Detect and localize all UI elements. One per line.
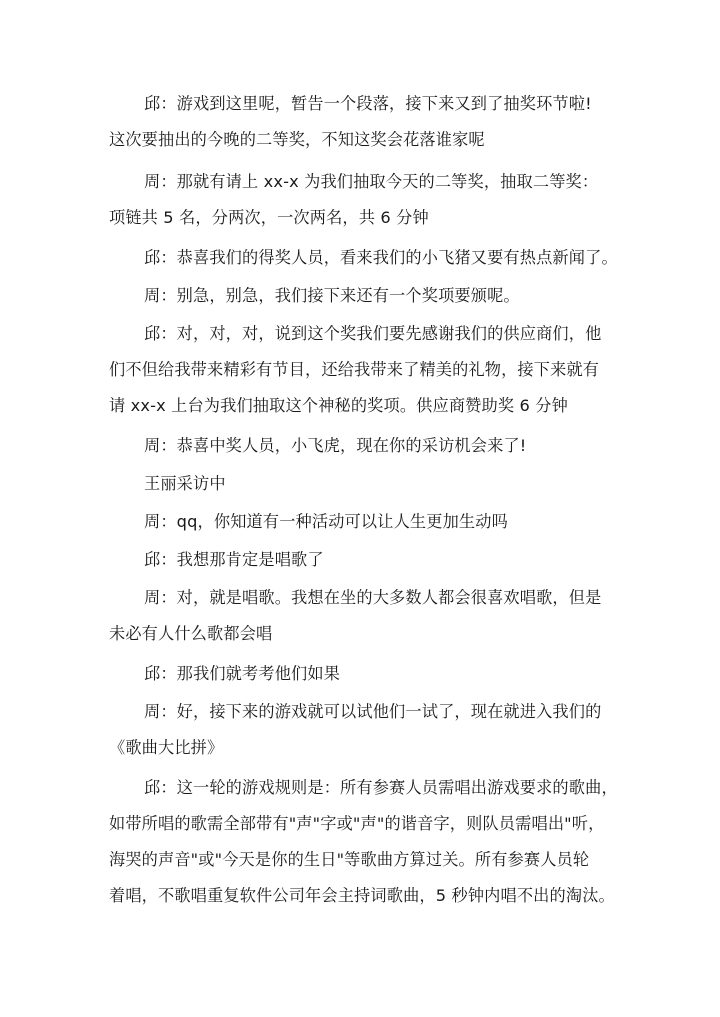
paragraph-7 — [0, 466, 720, 502]
text-line: 周：qq，你知道有一种活动可以让人生更加生动吗 — [144, 512, 508, 531]
text-line: 项链共 5 名，分两次，一次两名，共 6 分钟 — [109, 208, 429, 227]
text-line: 们不但给我带来精彩有节目，还给我带来了精美的礼物，接下来就有 — [109, 360, 600, 379]
text-line: 这次要抽出的今晚的二等奖，不知这奖会花落谁家呢 — [109, 130, 485, 149]
paragraph-9 — [0, 542, 720, 578]
paragraph-11 — [0, 656, 720, 692]
text-line: 周：别急，别急，我们接下来还有一个奖项要颁呢。 — [144, 286, 520, 305]
paragraph-13 — [0, 770, 720, 914]
paragraph-12 — [0, 694, 720, 766]
paragraph-1 — [0, 86, 720, 158]
paragraph-3 — [0, 240, 720, 276]
text-line: 周：好，接下来的游戏就可以试他们一试了，现在就进入我们的 — [144, 702, 602, 721]
paragraph-2 — [0, 164, 720, 236]
paragraph-5 — [0, 316, 720, 424]
text-line: 邱：恭喜我们的得奖人员，看来我们的小飞猪又要有热点新闻了。 — [144, 248, 618, 267]
text-line: 周：恭喜中奖人员，小飞虎，现在你的采访机会来了! — [144, 436, 527, 455]
text-line: 周：那就有请上 xx-x 为我们抽取今天的二等奖，抽取二等奖： — [144, 172, 599, 191]
text-line: 邱：这一轮的游戏规则是：所有参赛人员需唱出游戏要求的歌曲， — [144, 778, 618, 797]
text-line: 未必有人什么歌都会唱 — [109, 624, 273, 643]
paragraph-10 — [0, 580, 720, 652]
text-line: 《歌曲大比拼》 — [109, 738, 224, 757]
text-line: 邱：对，对，对，说到这个奖我们要先感谢我们的供应商们，他 — [144, 324, 602, 343]
paragraph-6 — [0, 428, 720, 464]
text-line: 邱：游戏到这里呢，暂告一个段落，接下来又到了抽奖环节啦! — [144, 94, 592, 113]
text-line: 王丽采访中 — [144, 474, 226, 493]
text-line: 请 xx-x 上台为我们抽取这个神秘的奖项。供应商赞助奖 6 分钟 — [109, 396, 568, 415]
paragraph-8 — [0, 504, 720, 540]
text-line: 邱：那我们就考考他们如果 — [144, 664, 341, 683]
text-line: 邱：我想那肯定是唱歌了 — [144, 550, 324, 569]
text-line: 如带所唱的歌需全部带有"声"字或"声"的谐音字，则队员需唱出"听， — [109, 814, 605, 833]
paragraph-4 — [0, 278, 720, 314]
text-line: 海哭的声音"或"今天是你的生日"等歌曲方算过关。所有参赛人员轮 — [109, 850, 590, 869]
text-line: 着唱，不歌唱重复软件公司年会主持词歌曲，5 秒钟内唱不出的淘汰。 — [109, 886, 615, 905]
text-line: 周：对，就是唱歌。我想在坐的大多数人都会很喜欢唱歌，但是 — [144, 588, 602, 607]
